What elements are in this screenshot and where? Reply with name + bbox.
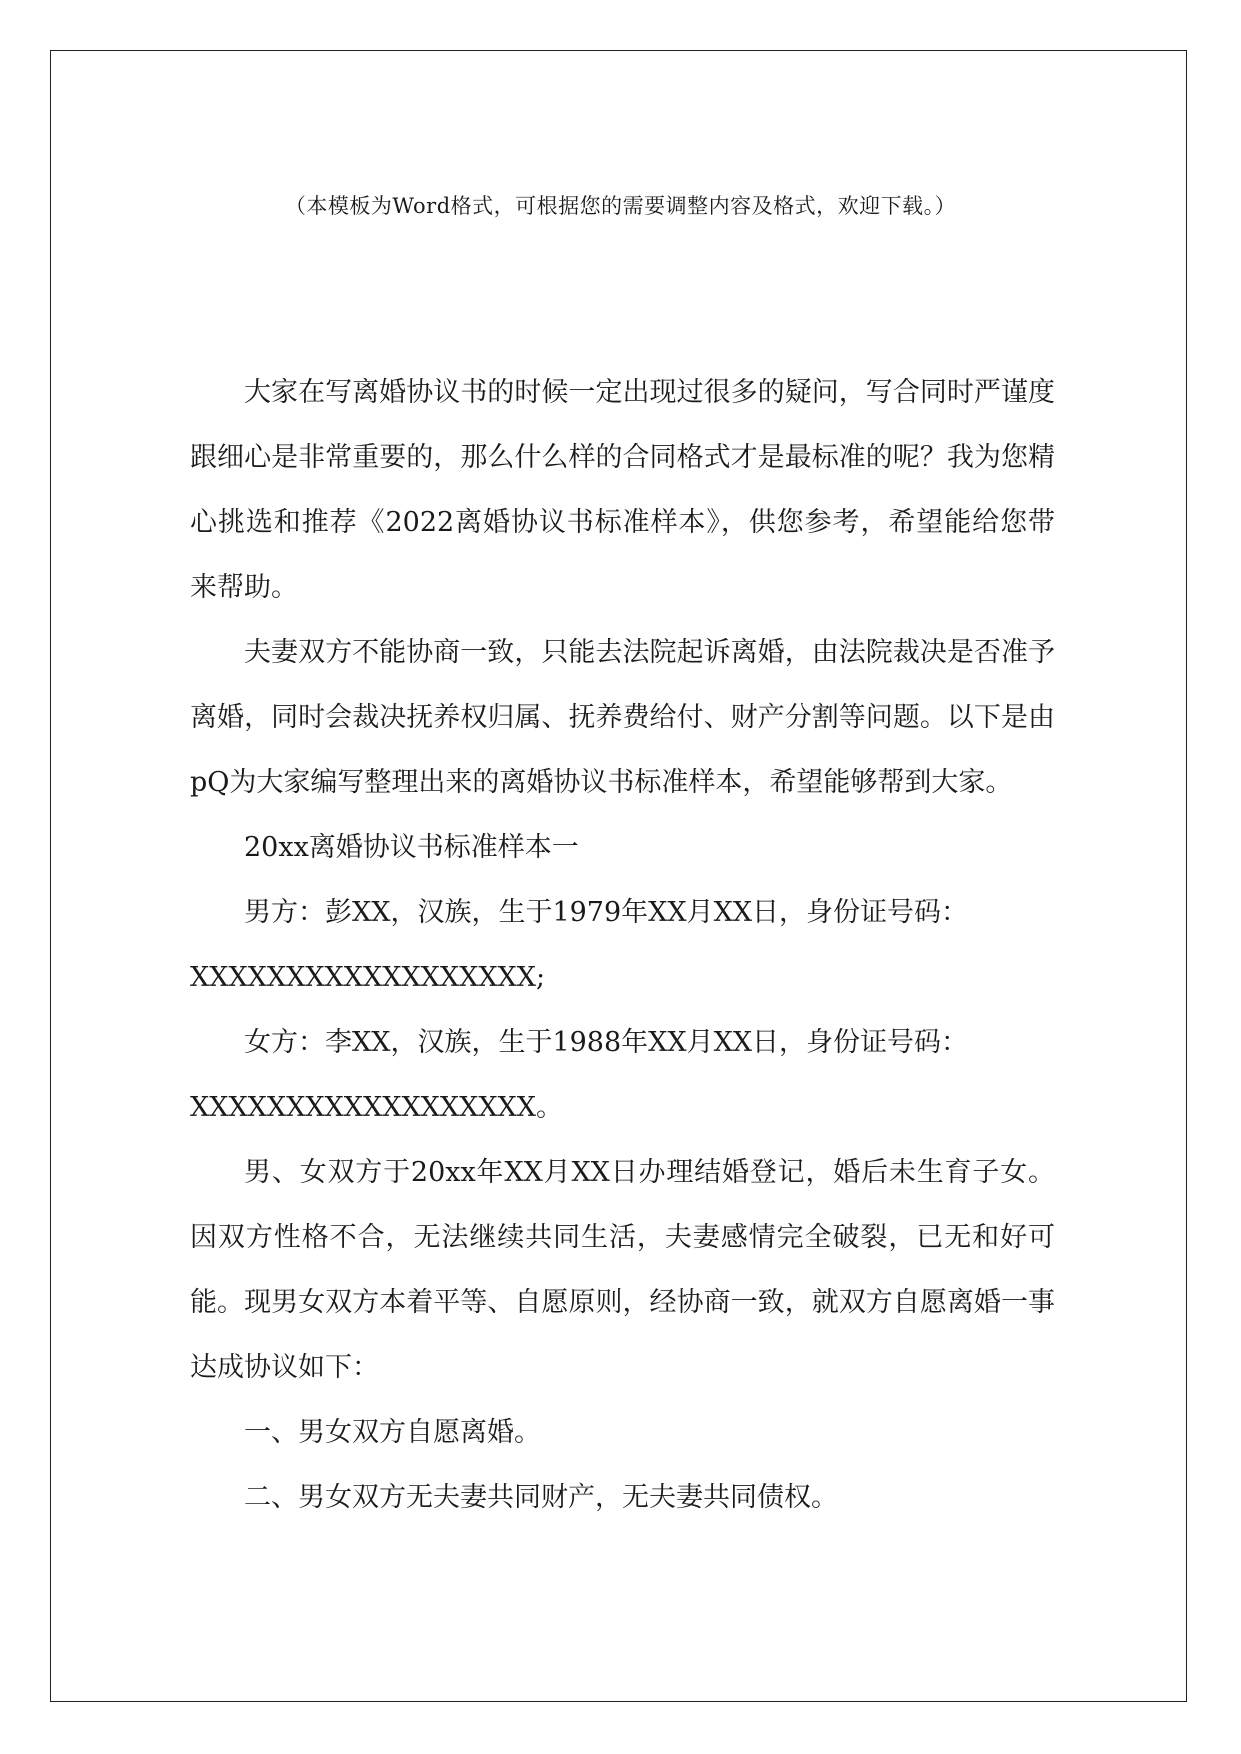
document-body [190,360,1055,1530]
paragraph-marriage: 男、女双方于20xx年XX月XX日办理结婚登记，婚后未生育子女。因双方性格不合，无法继续共同生活，夫妻感情完全破裂，已无和好可能。现男女双方本着平等、自愿原则，经协商一致，就双方自愿离婚一事达成协议如下： [190,1157,1055,1383]
paragraph-intro: 大家在写离婚协议书的时候一定出现过很多的疑问，写合同时严谨度跟细心是非常重要的，那么什么样的合同格式才是最标准的呢？我为您精心挑选和推荐《2022离婚协议书标准样本》，供您参考，希望能给您带来帮助。 [190,377,1055,603]
clause-two: 二、男女双方无夫妻共同财产，无夫妻共同债权。 [244,1482,838,1513]
section-heading: 20xx离婚协议书标准样本一 [244,832,579,863]
paragraph-male-id: XXXXXXXXXXXXXXXXXX; [190,962,546,993]
template-note: （本模板为Word格式，可根据您的需要调整内容及格式，欢迎下载。） [284,194,957,218]
paragraph-male-party: 男方：彭XX，汉族，生于1979年XX月XX日，身份证号码： [244,897,969,928]
paragraph-female-id: XXXXXXXXXXXXXXXXXX。 [190,1092,563,1123]
clause-one: 一、男女双方自愿离婚。 [244,1417,541,1448]
paragraph-female-party: 女方：李XX，汉族，生于1988年XX月XX日，身份证号码： [244,1027,969,1058]
paragraph-court: 夫妻双方不能协商一致，只能去法院起诉离婚，由法院裁决是否准予离婚，同时会裁决抚养权归属、抚养费给付、财产分割等问题。以下是由pQ为大家编写整理出来的离婚协议书标准样本，希望能够帮到大家。 [190,637,1055,798]
